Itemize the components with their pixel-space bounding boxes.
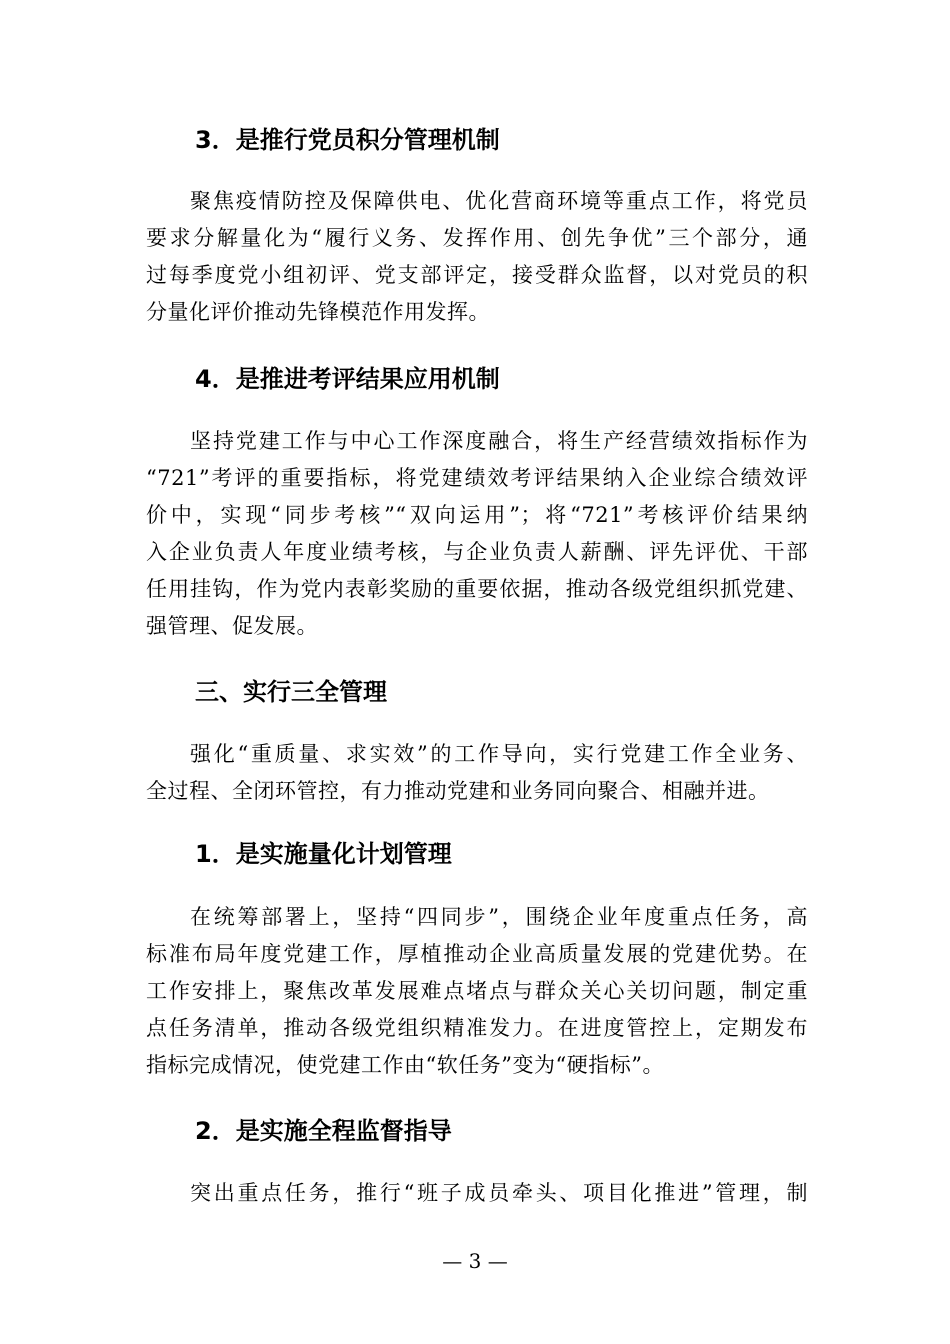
paragraph-line: 坚持党建工作与中心工作深度融合，将生产经营绩效指标作为 [190,429,808,453]
paragraph-line: 全过程、全闭环管控，有力推动党建和业务同向聚合、相融并进。 [146,779,770,803]
paragraph-line: 工作安排上，聚焦改革发展难点堵点与群众关心关切问题，制定重 [146,979,808,1003]
paragraph-line: 任用挂钩，作为党内表彰奖励的重要依据，推动各级党组织抓党建、 [146,577,808,601]
paragraph [146,183,808,331]
section-heading: 2．是实施全程监督指导 [195,1117,452,1145]
paragraph-line: “721”考评的重要指标，将党建绩效考评结果纳入企业综合绩效评 [146,466,808,490]
paragraph-line: 要求分解量化为“履行义务、发挥作用、创先争优”三个部分，通 [146,226,808,250]
paragraph-line: 入企业负责人年度业绩考核，与企业负责人薪酬、评先评优、干部 [146,540,808,564]
paragraph-line: 点任务清单，推动各级党组织精准发力。在进度管控上，定期发布 [146,1016,808,1040]
paragraph-line: 聚焦疫情防控及保障供电、优化营商环境等重点工作，将党员 [190,189,808,213]
paragraph [146,1175,808,1212]
paragraph [146,736,808,810]
paragraph [146,423,808,645]
paragraph-line: 在统筹部署上，坚持“四同步”，围绕企业年度重点任务，高 [190,905,808,929]
paragraph-line: 强化“重质量、求实效”的工作导向，实行党建工作全业务、 [190,742,808,766]
paragraph-line: 指标完成情况，使党建工作由“软任务”变为“硬指标”。 [146,1053,664,1077]
section-heading: 1．是实施量化计划管理 [195,840,452,868]
page-number: — 3 — [442,1249,508,1273]
paragraph-line: 过每季度党小组初评、党支部评定，接受群众监督，以对党员的积 [146,263,808,287]
section-heading: 三、实行三全管理 [195,678,387,706]
section-heading: 4．是推进考评结果应用机制 [195,365,500,393]
paragraph-line: 标准布局年度党建工作，厚植推动企业高质量发展的党建优势。在 [146,942,808,966]
paragraph-line: 价中，实现“同步考核”“双向运用”；将“721”考核评价结果纳 [146,503,808,527]
paragraph-line: 突出重点任务，推行“班子成员牵头、项目化推进”管理，制 [190,1181,808,1205]
section-heading: 3．是推行党员积分管理机制 [195,126,500,154]
paragraph [146,899,808,1084]
paragraph-line: 强管理、促发展。 [146,614,318,638]
paragraph-line: 分量化评价推动先锋模范作用发挥。 [146,300,490,324]
